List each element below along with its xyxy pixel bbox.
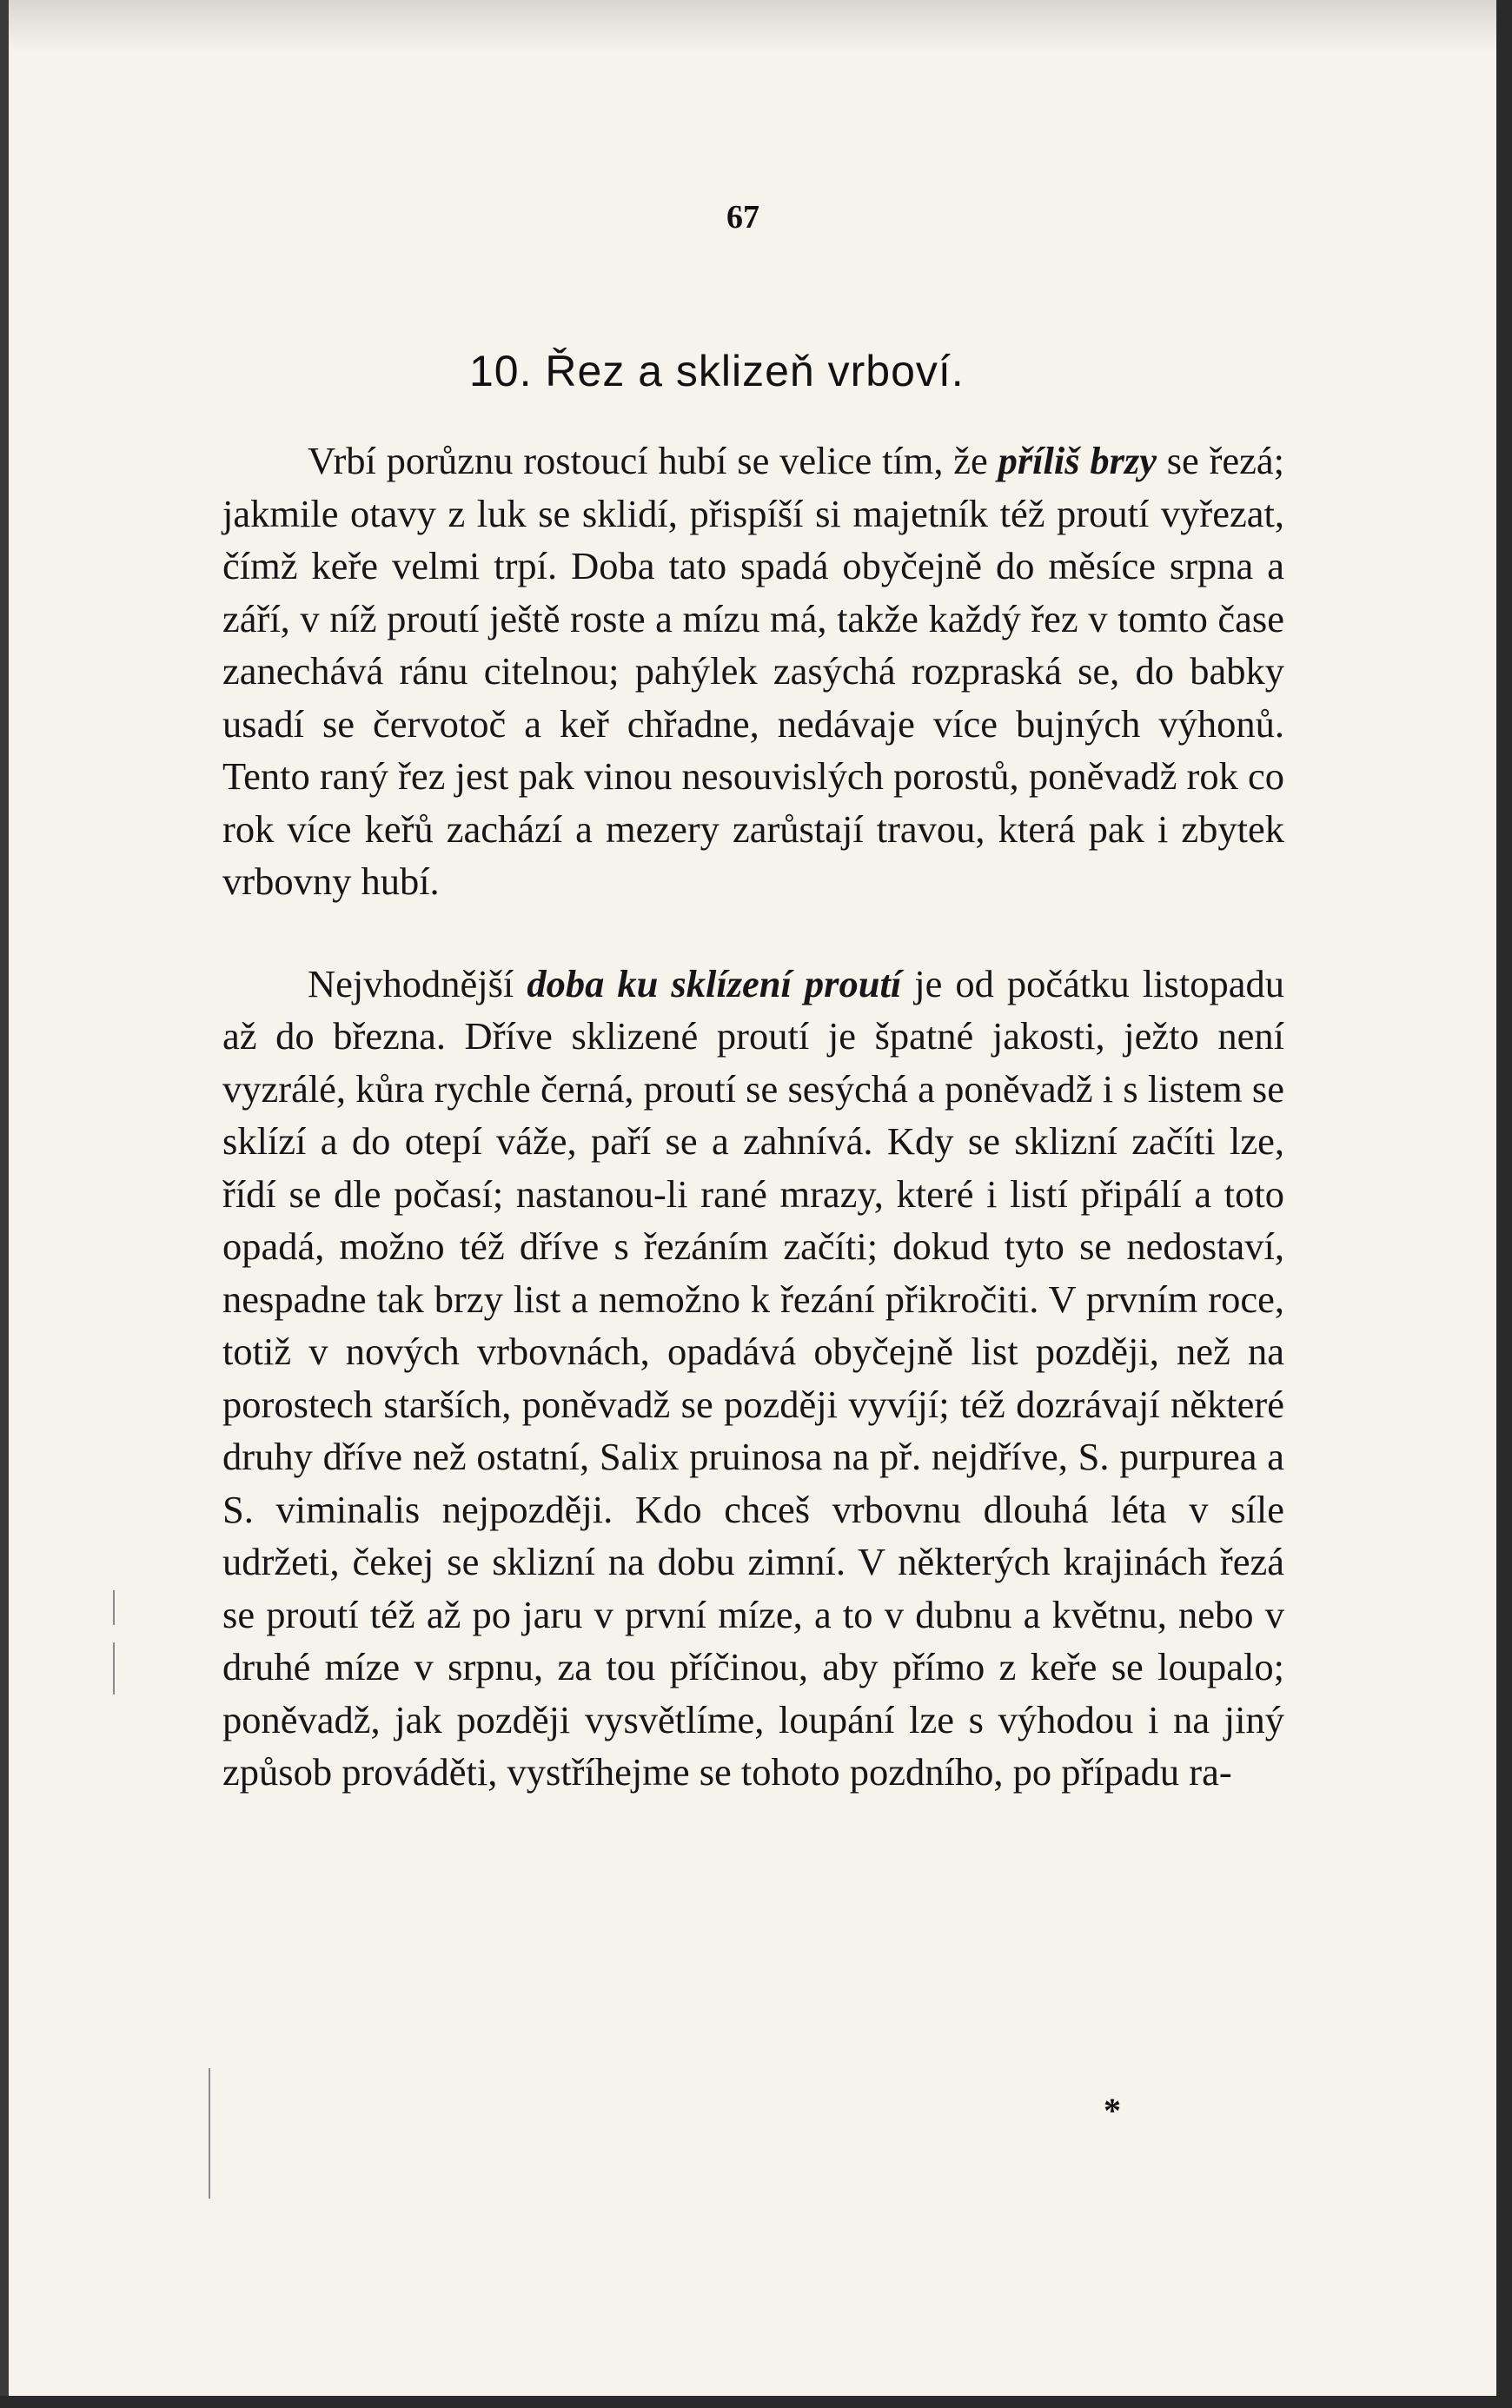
paragraph-1: [222, 435, 1284, 908]
scan-edge-right: [1496, 0, 1512, 2408]
paragraph-1-text-a: Vrbí porůznu rostoucí hubí se velice tím, že: [308, 439, 998, 482]
scan-edge-left: [0, 0, 9, 2408]
scan-shadow-top: [0, 0, 1512, 52]
paragraph-2-text-a: Nejvhodnější: [308, 961, 527, 1005]
margin-scratch-1: [113, 1590, 115, 1625]
paragraph-2: [222, 958, 1284, 1799]
paragraph-1-emphasis: příliš brzy: [998, 439, 1157, 482]
paragraph-2-emphasis: doba ku sklízení proutí: [527, 961, 902, 1005]
page-number: 67: [726, 199, 759, 235]
margin-scratch-2: [113, 1642, 115, 1695]
scan-edge-bottom: [0, 2396, 1512, 2408]
margin-scratch-3: [209, 2068, 210, 2199]
signature-mark: *: [1104, 2091, 1121, 2130]
body-text: [222, 435, 1284, 1799]
section-heading: 10. Řez a sklizeň vrboví.: [469, 347, 965, 395]
paragraph-1-text-b: se řezá; jakmile otavy z luk se sklidí, přispíší si majetník též proutí vyřezat, čímž keře velmi trpí. Doba tato spadá obyčejně do měsíce srpna a září, v níž proutí ještě roste a mízu má, takže každý řez v tomto čase zanechává ránu citelnou; pahýlek zasýchá rozpraská se, do babky usadí se červotoč a keř chřadne, nedávaje více bujných výhonů. Tento raný řez jest pak vinou nesouvislých porostů, poněvadž rok co rok více keřů zachází a mezery zarůstají travou, která pak i zbytek vrbovny hubí.: [222, 439, 1284, 903]
paragraph-2-text-b: je od počátku listopadu až do března. Dříve sklizené proutí je špatné jakosti, ježto není vyzrálé, kůra rychle černá, proutí se sesýchá a poněvadž i s listem se sklízí a do otepí váže, paří se a zahnívá. Kdy se sklizní začíti lze, řídí se dle počasí; nastanou-li rané mrazy, které i listí připálí a toto opadá, možno též dříve s řezáním začíti; dokud tyto se nedostaví, nespadne tak brzy list a nemožno k řezání přikročiti. V prvním roce, totiž v nových vrbovnách, opadává obyčejně list později, než na porostech starších, poněvadž se později vyvíjí; též dozrávají některé druhy dříve než ostatní, Salix pruinosa na př. nejdříve, S. purpurea a S. viminalis nejpozději. Kdo chceš vrbovnu dlouhá léta v síle udržeti, čekej se sklizní na dobu zimní. V některých krajinách řezá se proutí též až po jaru v první míze, a to v dubnu a květnu, nebo v druhé míze v srpnu, za tou příčinou, aby přímo z keře se loupalo; poněvadž, jak později vysvětlíme, loupání lze s výhodou i na jiný způsob prováděti, vystříhejme se tohoto pozdního, po případu ra-: [222, 961, 1284, 1794]
